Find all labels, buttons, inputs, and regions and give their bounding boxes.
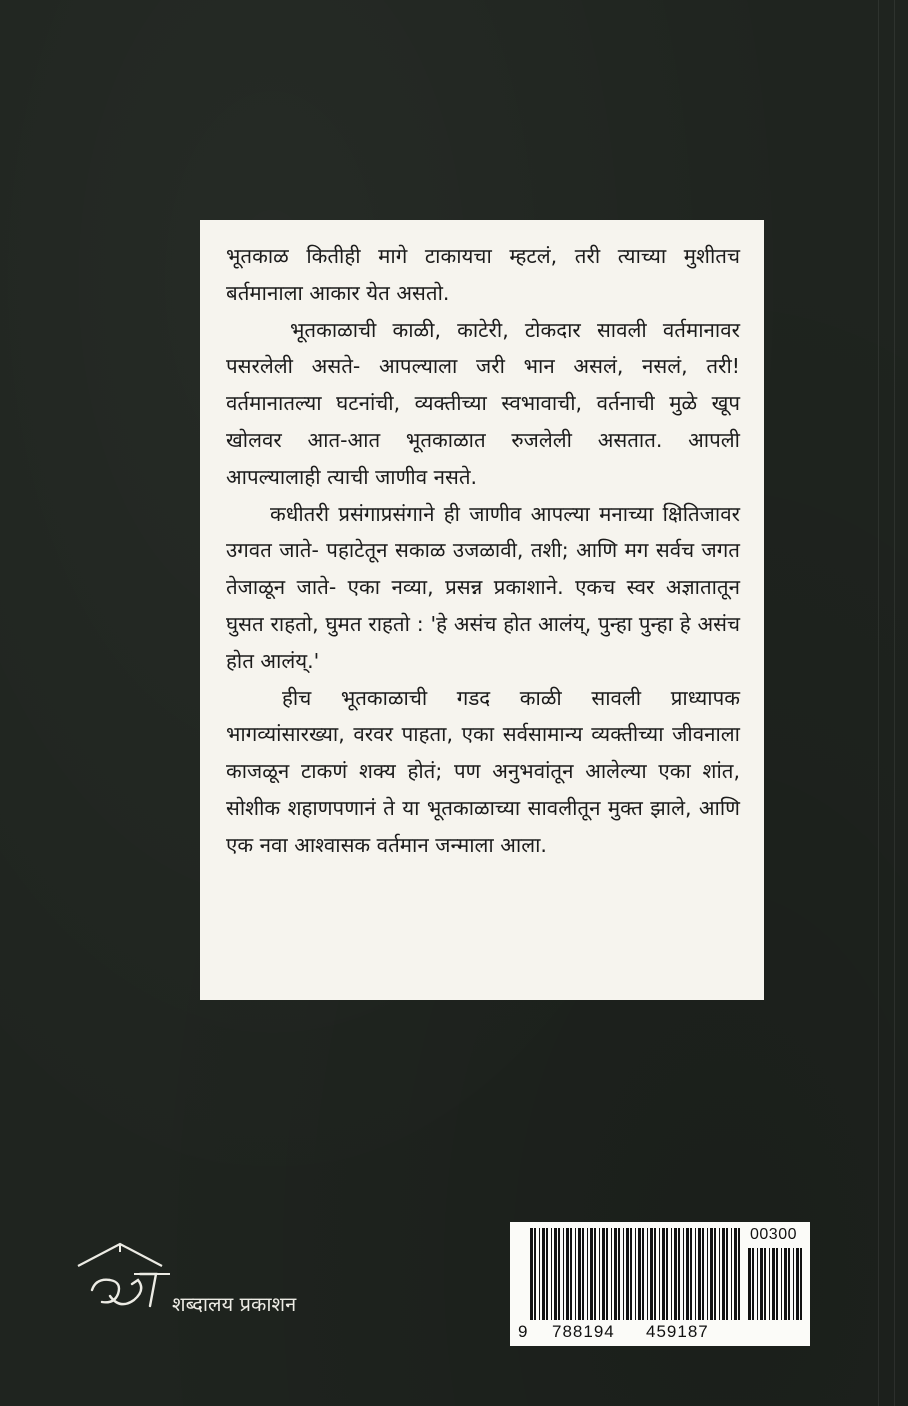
barcode-bar <box>683 1228 684 1320</box>
barcode-bar <box>642 1228 644 1320</box>
blurb-paragraph-3: कधीतरी प्रसंगाप्रसंगाने ही जाणीव आपल्या मनाच्या क्षितिजावर उगवत जाते- पहाटेतून सकाळ उजळावी, तशी; आणि मग सर्वच जगत तेजाळून जाते- एका नव्या, प्रसन्न प्रकाशाने. एकच स्वर अज्ञातातून घुसत राहतो, घुमत राहतो : 'हे असंच होत आलंय्, पुन्हा पुन्हा हे असंच होत आलंय्.' <box>226 501 740 673</box>
barcode-bar <box>551 1228 552 1320</box>
cover-texture-line <box>878 0 879 1406</box>
barcode-bar <box>650 1228 653 1320</box>
blurb-paragraph-2: भूतकाळाची काळी, काटेरी, टोकदार सावली वर्तमानावर पसरलेली असते- आपल्याला जरी भान असलं, नसलं, तरी! वर्तमानातल्या घटनांची, व्यक्तीच्या स्वभावाची, वर्तनाची मुळे खूप खोलवर आत-आत भूतकाळात रुजलेली असतात. आपली आपल्यालाही त्याची जाणीव नसते. <box>226 317 740 489</box>
barcode-bar <box>769 1248 770 1320</box>
publisher-name: शब्दालय प्रकाशन <box>172 1292 297 1316</box>
house-roof-logo-icon <box>74 1240 174 1320</box>
barcode-bar <box>726 1228 728 1320</box>
barcode-bar <box>578 1228 581 1320</box>
barcode-bar <box>638 1228 641 1320</box>
barcode-bar <box>710 1228 713 1320</box>
barcode-bar <box>626 1228 629 1320</box>
barcode-bar <box>781 1248 782 1320</box>
barcode-bar <box>546 1228 548 1320</box>
barcode-bar <box>764 1248 766 1320</box>
blurb-paragraph-4: हीच भूतकाळाची गडद काळी सावली प्राध्यापक भागव्यांसारख्या, वरवर पाहता, एका सर्वसामान्य व्यक्तीच्या जीवनाला काजळून टाकणं शक्य होतं; पण अनुभवांतून आलेल्या एका शांत, सोशीक शहाणपणानं ते या भूतकाळाच्या सावलीतून मुक्त झाले, आणि एक नवा आश्वासक वर्तमान जन्माला आला. <box>226 685 740 857</box>
barcode-bar <box>734 1228 737 1320</box>
barcode-bar <box>748 1248 751 1320</box>
barcode-bar <box>602 1228 605 1320</box>
barcode-bar <box>690 1228 692 1320</box>
barcode-bar <box>678 1228 680 1320</box>
publisher-block <box>74 1240 354 1320</box>
barcode-bar <box>714 1228 716 1320</box>
price-code: 00300 <box>750 1226 797 1243</box>
barcode-bar <box>666 1228 668 1320</box>
barcode-bar <box>757 1248 758 1320</box>
isbn-right-digits: 459187 <box>646 1322 709 1341</box>
barcode-bar <box>575 1228 576 1320</box>
barcode-bar <box>566 1228 569 1320</box>
barcode-bar <box>630 1228 632 1320</box>
barcode-bar <box>776 1248 778 1320</box>
barcode-bar <box>654 1228 656 1320</box>
barcode-bar <box>542 1228 545 1320</box>
barcode-bar <box>587 1228 588 1320</box>
barcode-bar <box>530 1228 533 1320</box>
barcode-bar <box>738 1228 740 1320</box>
barcode-bar <box>659 1228 660 1320</box>
barcode-bar <box>674 1228 677 1320</box>
barcode-bar <box>731 1228 732 1320</box>
barcode-bar <box>558 1228 560 1320</box>
barcode-bar <box>635 1228 636 1320</box>
blurb-card <box>200 220 764 1000</box>
isbn-barcode <box>510 1222 810 1346</box>
barcode-bar <box>784 1248 787 1320</box>
barcode-bar <box>793 1248 794 1320</box>
isbn-left-digits: 788194 <box>552 1322 615 1341</box>
blurb-paragraph-1: भूतकाळ कितीही मागे टाकायचा म्हटलं, तरी त्याच्या मुशीतच बर्तमानाला आकार येत असतो. <box>226 244 740 305</box>
barcode-bar <box>614 1228 617 1320</box>
barcode-bar <box>707 1228 708 1320</box>
barcode-bar <box>800 1248 802 1320</box>
barcode-bar <box>772 1248 775 1320</box>
barcode-bar <box>606 1228 608 1320</box>
barcode-bar <box>722 1228 725 1320</box>
barcode-bar <box>570 1228 572 1320</box>
barcode-bar <box>671 1228 672 1320</box>
barcode-bar <box>618 1228 620 1320</box>
barcode-bar <box>554 1228 557 1320</box>
barcode-bar <box>698 1228 701 1320</box>
barcode-bar <box>788 1248 790 1320</box>
barcode-bar <box>796 1248 799 1320</box>
barcode-bar <box>662 1228 665 1320</box>
barcode-bar <box>702 1228 704 1320</box>
barcode-bar <box>695 1228 696 1320</box>
barcode-bar <box>590 1228 593 1320</box>
barcode-bar <box>539 1228 540 1320</box>
isbn-prefix-digit: 9 <box>518 1322 529 1341</box>
cover-texture-line <box>894 0 895 1406</box>
barcode-bar <box>611 1228 612 1320</box>
barcode-bar <box>534 1228 536 1320</box>
barcode-bar <box>647 1228 648 1320</box>
barcode-bar <box>623 1228 624 1320</box>
barcode-bar <box>719 1228 720 1320</box>
barcode-bar <box>599 1228 600 1320</box>
barcode-bar <box>752 1248 754 1320</box>
barcode-bar <box>686 1228 689 1320</box>
barcode-bar <box>594 1228 596 1320</box>
barcode-bar <box>760 1248 763 1320</box>
barcode-bar <box>563 1228 564 1320</box>
barcode-bar <box>582 1228 584 1320</box>
